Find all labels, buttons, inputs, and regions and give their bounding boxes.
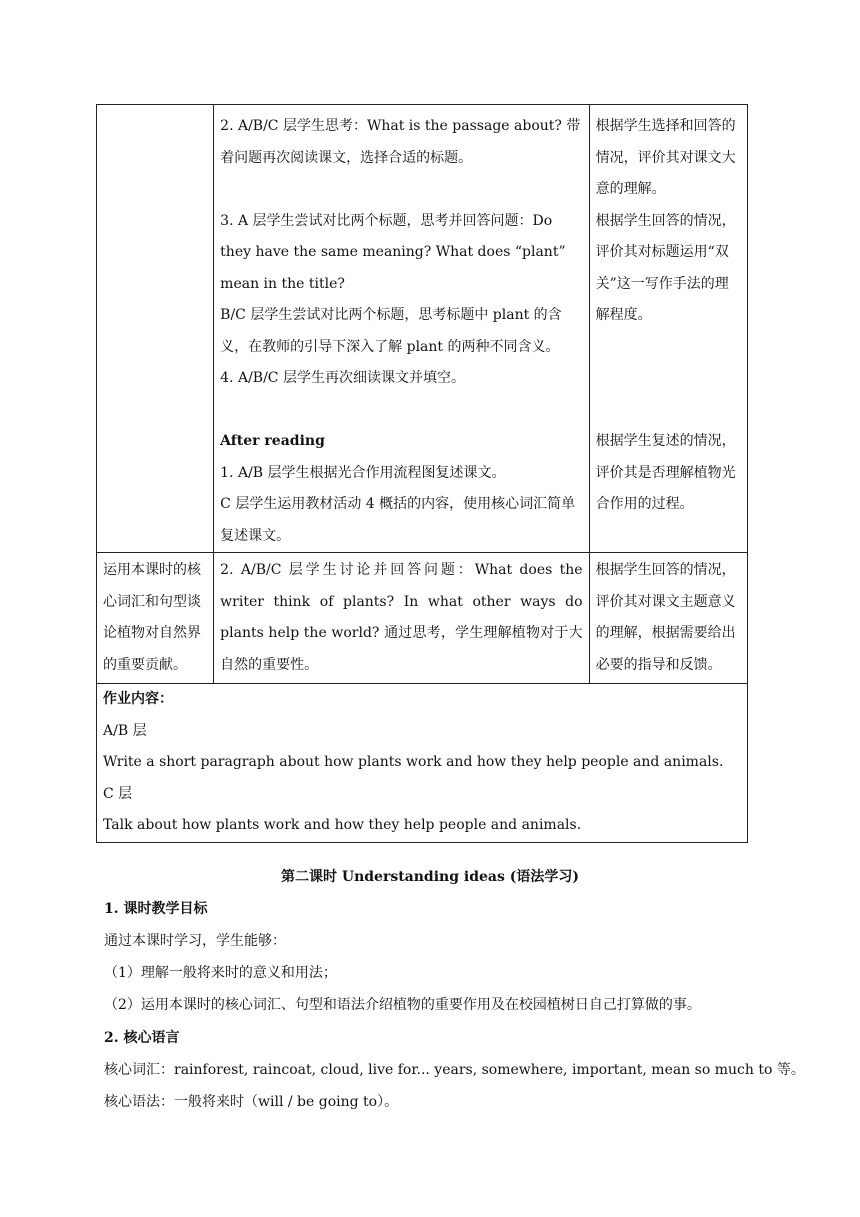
activity-2: 2. A/B/C 层学生思考：What is the passage about? 带着问题再次阅读课文，选择合适的标题。: [220, 118, 581, 166]
objectives-intro: 通过本课时学习，学生能够：: [104, 933, 286, 949]
after-reading-heading: After reading: [220, 433, 325, 449]
heading-objectives: 1. 课时教学目标: [104, 901, 208, 917]
homework-c-text: Talk about how plants work and how they help people and animals.: [103, 817, 582, 833]
after-reading-c: C 层学生运用教材活动 4 概括的内容，使用核心词汇简单复述课文。: [220, 496, 576, 544]
core-grammar: 核心语法：一般将来时（will / be going to）。: [104, 1094, 399, 1110]
assessment-4: 根据学生回答的情况，评价其对课文主题意义的理解，根据需要给出必要的指导和反馈。: [595, 562, 736, 673]
homework-title: 作业内容：: [103, 691, 173, 707]
spacer: [596, 363, 741, 395]
assessment-3: 根据学生复述的情况，评价其是否理解植物光合作用的过程。: [595, 433, 736, 512]
section-title: 第二课时 Understanding ideas (语法学习): [281, 869, 579, 885]
lesson-table: [96, 104, 748, 843]
activity-4: 4. A/B/C 层学生再次细读课文并填空。: [220, 370, 465, 386]
spacer: [596, 395, 741, 427]
table-cell-objective-2: [97, 553, 214, 684]
spacer: [220, 395, 582, 427]
spacer: [596, 332, 741, 364]
table-row: [97, 553, 748, 684]
table-cell-objective: [97, 105, 214, 553]
heading-core-language: 2. 核心语言: [104, 1030, 180, 1046]
activity-3bc: B/C 层学生尝试对比两个标题，思考标题中 plant 的含义，在教师的引导下深入了解 plant 的两种不同含义。: [220, 307, 562, 355]
table-cell-activities: [214, 105, 589, 553]
assessment-2: 根据学生回答的情况，评价其对标题运用“双关”这一写作手法的理解程度。: [595, 212, 736, 323]
objective-text: 运用本课时的核心词汇和句型谈论植物对自然界的重要贡献。: [103, 562, 201, 673]
after-reading-1: 1. A/B 层学生根据光合作用流程图复述课文。: [220, 464, 506, 481]
activity-3a: 3. A 层学生尝试对比两个标题，思考并回答问题：Do they have the same meaning? What does “plant” mean in the title?: [220, 212, 566, 292]
table-cell-assessment: [589, 105, 747, 553]
table-cell-activities-2: [214, 553, 589, 684]
objective-1: （1）理解一般将来时的意义和用法；: [104, 965, 337, 981]
homework-cell: [97, 684, 748, 843]
discussion-activity: 2. A/B/C 层学生讨论并回答问题：What does the writer think of plants? In what other ways do plants help the world? 通过思考，学生理解植物对于大自然的重要性。: [220, 562, 583, 673]
assessment-1: 根据学生选择和回答的情况，评价其对课文大意的理解。: [595, 118, 736, 197]
homework-ab-text: Write a short paragraph about how plants work and how they help people and animals.: [103, 754, 724, 770]
homework-ab-label: A/B 层: [103, 722, 147, 739]
spacer: [220, 174, 582, 206]
table-row-homework: [97, 684, 748, 843]
core-vocabulary: 核心词汇：rainforest, raincoat, cloud, live for... years, somewhere, important, mean so much to 等。: [104, 1062, 805, 1078]
table-cell-assessment-2: [589, 553, 747, 684]
table-row: [97, 105, 748, 553]
homework-c-label: C 层: [103, 785, 133, 802]
objective-2: （2）运用本课时的核心词汇、句型和语法介绍植物的重要作用及在校园植树日自己打算做的事。: [104, 997, 701, 1013]
